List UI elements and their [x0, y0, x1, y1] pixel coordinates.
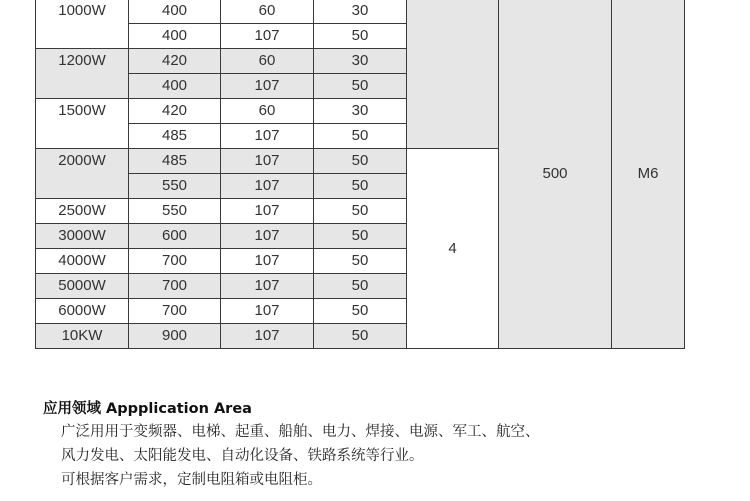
value-cell: 30 — [314, 0, 407, 24]
value-cell: 107 — [221, 199, 314, 224]
value-cell: 50 — [314, 24, 407, 49]
value-cell: 107 — [221, 324, 314, 349]
power-cell: 2000W — [36, 149, 129, 199]
merged-blank-cell — [407, 0, 499, 149]
value-cell: 50 — [314, 149, 407, 174]
value-cell: 30 — [314, 99, 407, 124]
value-cell: 107 — [221, 124, 314, 149]
merged-quantity-cell: 4 — [407, 149, 499, 349]
value-cell: 600 — [129, 224, 221, 249]
value-cell: 400 — [129, 0, 221, 24]
value-cell: 50 — [314, 174, 407, 199]
value-cell: 107 — [221, 174, 314, 199]
power-cell: 1200W — [36, 49, 129, 99]
power-cell: 5000W — [36, 274, 129, 299]
value-cell: 420 — [129, 99, 221, 124]
value-cell: 50 — [314, 274, 407, 299]
value-cell: 107 — [221, 224, 314, 249]
table-row — [36, 0, 685, 24]
value-cell: 420 — [129, 49, 221, 74]
value-cell: 50 — [314, 124, 407, 149]
value-cell: 400 — [129, 74, 221, 99]
value-cell: 60 — [221, 49, 314, 74]
power-cell: 1000W — [36, 0, 129, 49]
value-cell: 485 — [129, 124, 221, 149]
merged-length-cell: 500 — [499, 0, 612, 349]
value-cell: 400 — [129, 24, 221, 49]
value-cell: 107 — [221, 24, 314, 49]
value-cell: 550 — [129, 174, 221, 199]
application-line: 可根据客户需求，定制电阻箱或电阻柜。 — [61, 472, 322, 488]
application-title: 应用领域 Appplication Area — [43, 401, 252, 417]
value-cell: 107 — [221, 299, 314, 324]
power-cell: 10KW — [36, 324, 129, 349]
value-cell: 50 — [314, 199, 407, 224]
value-cell: 700 — [129, 274, 221, 299]
value-cell: 50 — [314, 249, 407, 274]
value-cell: 485 — [129, 149, 221, 174]
value-cell: 50 — [314, 324, 407, 349]
value-cell: 60 — [221, 0, 314, 24]
power-cell: 2500W — [36, 199, 129, 224]
power-cell: 4000W — [36, 249, 129, 274]
value-cell: 60 — [221, 99, 314, 124]
value-cell: 900 — [129, 324, 221, 349]
merged-thread-cell: M6 — [612, 0, 685, 349]
value-cell: 107 — [221, 149, 314, 174]
value-cell: 50 — [314, 224, 407, 249]
spec-table — [35, 0, 685, 349]
power-cell: 1500W — [36, 99, 129, 149]
value-cell: 30 — [314, 49, 407, 74]
power-cell: 3000W — [36, 224, 129, 249]
value-cell: 550 — [129, 199, 221, 224]
value-cell: 107 — [221, 274, 314, 299]
value-cell: 50 — [314, 299, 407, 324]
power-cell: 6000W — [36, 299, 129, 324]
application-line: 广泛用用于变频器、电梯、起重、船舶、电力、焊接、电源、军工、航空、 — [61, 424, 540, 440]
value-cell: 700 — [129, 299, 221, 324]
value-cell: 107 — [221, 74, 314, 99]
value-cell: 50 — [314, 74, 407, 99]
application-line: 风力发电、太阳能发电、自动化设备、铁路系统等行业。 — [61, 448, 424, 464]
value-cell: 107 — [221, 249, 314, 274]
application-area — [43, 398, 743, 492]
value-cell: 700 — [129, 249, 221, 274]
